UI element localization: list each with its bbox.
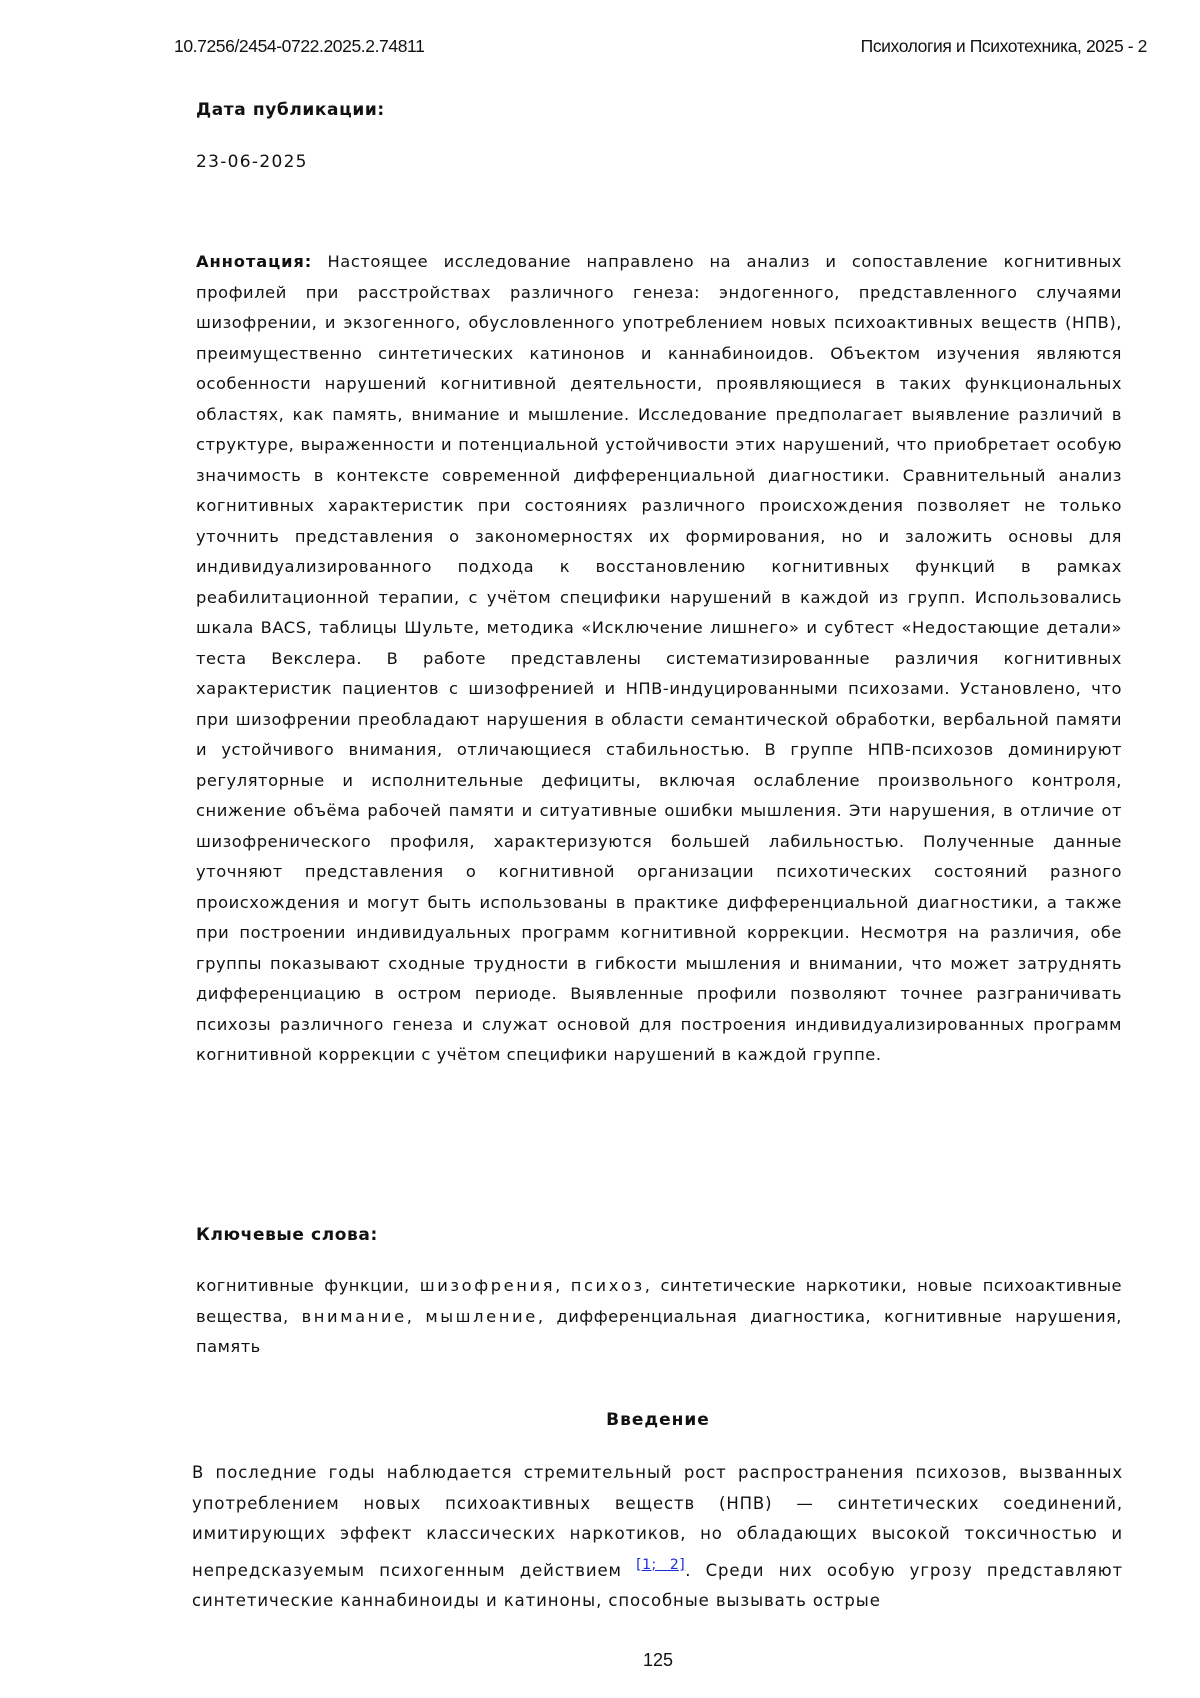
keyword: дифференциальная диагностика bbox=[556, 1306, 866, 1326]
introduction-paragraph bbox=[192, 1458, 1123, 1617]
keyword: внимание bbox=[301, 1306, 407, 1326]
keyword: когнитивные нарушения bbox=[884, 1306, 1117, 1326]
intro-text-part-2: . Среди них особую угрозу представляют синтетические каннабиноиды и катиноны, способные вызывать острые bbox=[192, 1560, 1123, 1610]
running-header bbox=[174, 36, 1147, 57]
section-title-introduction: Введение bbox=[606, 1410, 710, 1430]
keywords-label: Ключевые слова: bbox=[196, 1225, 378, 1245]
keyword: когнитивные функции bbox=[196, 1276, 405, 1295]
keyword: память bbox=[196, 1337, 261, 1356]
keyword: новые психоактивные вещества bbox=[196, 1276, 1122, 1326]
keyword: шизофрения bbox=[419, 1276, 556, 1295]
page-number: 125 bbox=[642, 1650, 674, 1670]
publication-date-label: Дата публикации: bbox=[196, 100, 385, 120]
citation-link[interactable]: [1; 2] bbox=[636, 1556, 686, 1573]
keyword: синтетические наркотики bbox=[660, 1276, 902, 1295]
abstract-label: Аннотация: bbox=[196, 252, 313, 271]
publication-date: 23-06-2025 bbox=[196, 152, 308, 172]
abstract-text: Настоящее исследование направлено на анализ и сопоставление когнитивных профилей при расстройствах различного генеза: эндогенного, представленного случаями шизофрении, и экзогенного, обусловленного употреблением новых психоактивных веществ (НПВ), преимущественно синтетических катинонов и каннабиноидов. Объектом изучения являются особенности нарушений когнитивной деятельности, проявляющиеся в таких функциональных областях, как память, внимание и мышление. Исследование предполагает выявление различий в структуре, выраженности и потенциальной устойчивости этих нарушений, что приобретает особую значимость в контексте современной дифференциальной диагностики. Сравнительный анализ когнитивных характеристик при состояниях различного происхождения позволяет не только уточнить представления о закономерностях их формирования, но и заложить основы для индивидуализированного подхода к восстановлению когнитивных функций в рамках реабилитационной терапии, с учётом специфики нарушений в каждой из групп. Использовались шкала BACS, таблицы Шульте, методика «Исключение лишнего» и субтест «Недостающие детали» теста Векслера. В работе представлены систематизированные различия когнитивных характеристик пациентов с шизофренией и НПВ-индуцированными психозами. Установлено, что при шизофрении преобладают нарушения в области семантической обработки, вербальной памяти и устойчивого внимания, отличающиеся стабильностью. В группе НПВ-психозов доминируют регуляторные и исполнительные дефициты, включая ослабление произвольного контроля, снижение объёма рабочей памяти и ситуативные ошибки мышления. Эти нарушения, в отличие от шизофренического профиля, характеризуются большей лабильностью. Полученные данные уточняют представления о когнитивной организации психотических состояний разного происхождения и могут быть использованы в практике дифференциальной диагностики, а также при построении индивидуальных программ когнитивной коррекции. Несмотря на различия, обе группы показывают сходные трудности в гибкости мышления и внимании, что может затруднять дифференциацию в остром периоде. Выявленные профили позволяют точнее разграничивать психозы различного генеза и служат основой для построения индивидуализированных программ когнитивной коррекции с учётом специфики нарушений в каждой группе. bbox=[196, 252, 1122, 1064]
keyword: психоз bbox=[570, 1276, 645, 1295]
doi: 10.7256/2454-0722.2025.2.74811 bbox=[174, 36, 425, 56]
abstract bbox=[196, 247, 1122, 1071]
journal-issue: Психология и Психотехника, 2025 - 2 bbox=[860, 36, 1147, 56]
intro-text-part-1: В последние годы наблюдается стремительный рост распространения психозов, вызванных употреблением новых психоактивных веществ (НПВ) — синтетических соединений, имитирующих эффект классических наркотиков, но обладающих высокой токсичностью и непредсказуемым психогенным действием bbox=[192, 1463, 1123, 1580]
keywords-list: когнитивные функции, шизофрения, психоз, синтетические наркотики, новые психоактивные вещества, внимание, мышление, дифференциальная диагностика, когнитивные нарушения, память bbox=[196, 1276, 1122, 1356]
keyword: мышление bbox=[425, 1306, 538, 1326]
